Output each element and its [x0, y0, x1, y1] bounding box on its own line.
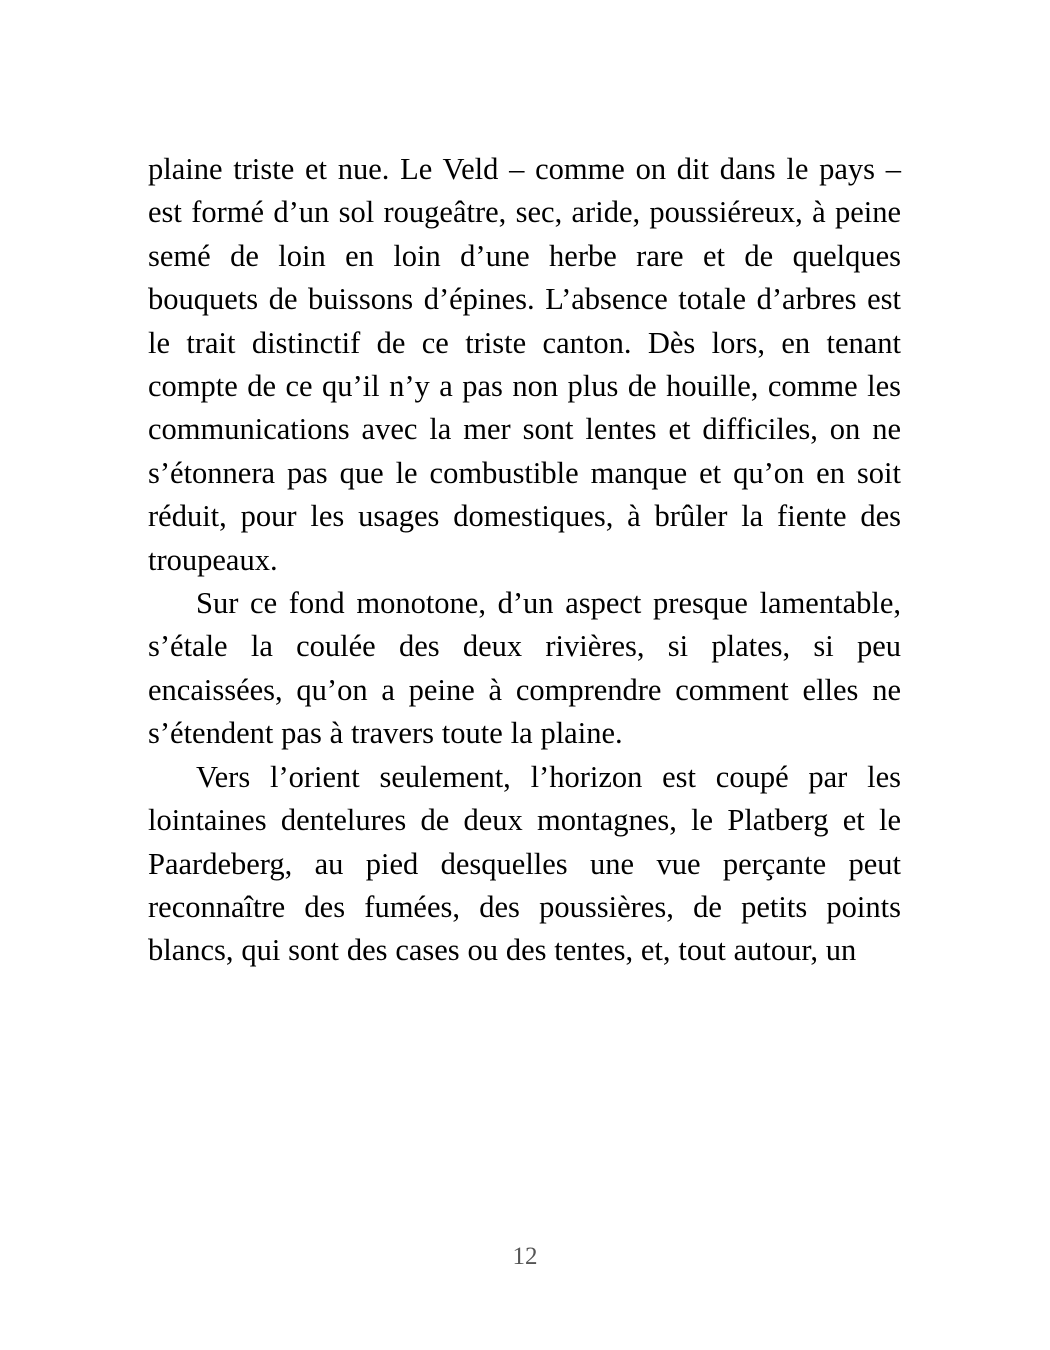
body-text-column — [148, 148, 901, 973]
page-number: 12 — [512, 1243, 538, 1270]
paragraph: Vers l’orient seulement, l’horizon est coupé par les lointaines dentelures de deux montagnes, le Platberg et le Paardeberg, au pied desquelles une vue perçante peut reconnaître des fumées, des poussières, de petits points blancs, qui sont des cases ou des tentes, et, tout autour, un — [148, 759, 901, 968]
paragraph: plaine triste et nue. Le Veld – comme on dit dans le pays – est formé d’un sol rougeâtre, sec, aride, poussiéreux, à peine semé de loin en loin d’une herbe rare et de quelques bouquets de buissons d’épines. L’absence totale d’arbres est le trait distinctif de ce triste canton. Dès lors, en tenant compte de ce qu’il n’y a pas non plus de houille, comme les communications avec la mer sont lentes et difficiles, on ne s’étonnera pas que le combustible manque et qu’on en soit réduit, pour les usages domestiques, à brûler la fiente des troupeaux. — [148, 152, 901, 577]
paragraph: Sur ce fond monotone, d’un aspect presque lamentable, s’étale la coulée des deux rivières, si plates, si peu encaissées, qu’on a peine à comprendre comment elles ne s’étendent pas à travers toute la plaine. — [148, 586, 901, 751]
